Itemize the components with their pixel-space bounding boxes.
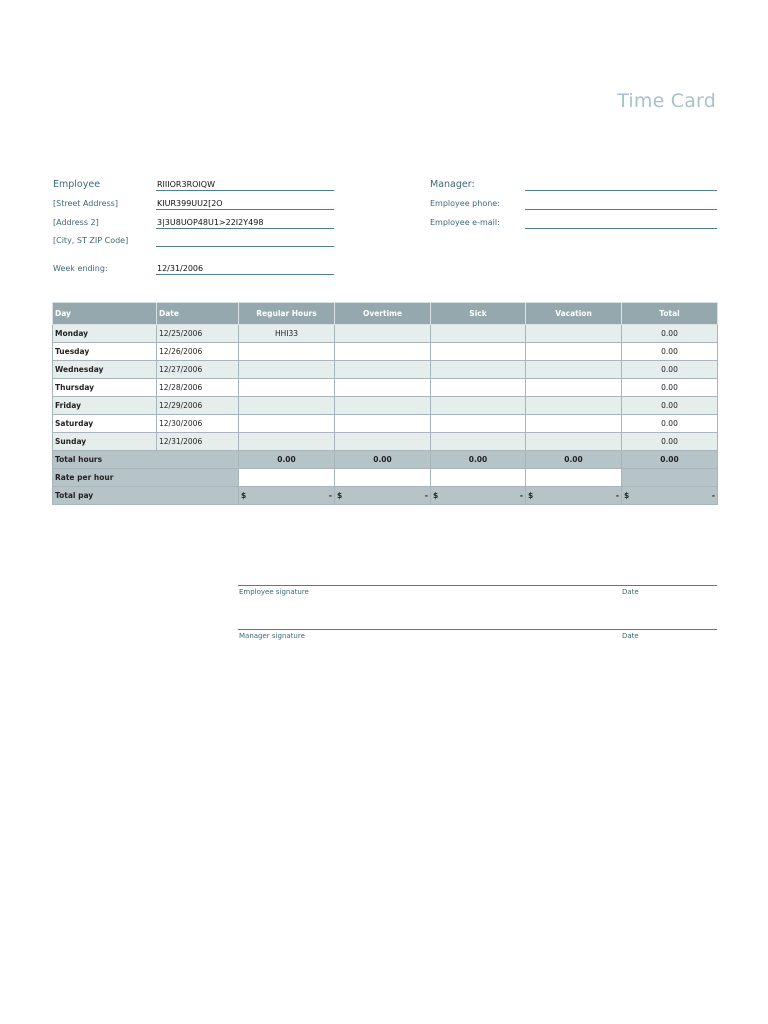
- table-row: [53, 433, 718, 451]
- page-title: Time Card: [617, 90, 716, 112]
- manager-signature-label: Manager signature: [239, 632, 305, 640]
- pay-total-cell: [622, 487, 718, 505]
- pay-amount: -: [615, 491, 619, 500]
- overtime-cell[interactable]: [335, 415, 431, 433]
- manager-signature-date-label: Date: [622, 632, 639, 640]
- date-cell: 12/29/2006: [157, 397, 239, 415]
- rate-total-cell: [622, 469, 718, 487]
- employee-phone-label: Employee phone:: [430, 199, 500, 208]
- pay-amount: -: [328, 491, 332, 500]
- week-ending-field[interactable]: 12/31/2006: [157, 264, 204, 273]
- date-cell: 12/26/2006: [157, 343, 239, 361]
- total-vacation: 0.00: [526, 451, 622, 469]
- overtime-cell[interactable]: [335, 325, 431, 343]
- overtime-cell[interactable]: [335, 343, 431, 361]
- street-address-field[interactable]: KIUR399UU2[2O: [157, 199, 223, 208]
- sick-cell[interactable]: [431, 379, 526, 397]
- currency-symbol: $: [528, 491, 534, 500]
- total-regular-hours: 0.00: [239, 451, 335, 469]
- vacation-cell[interactable]: [526, 343, 622, 361]
- date-cell: 12/25/2006: [157, 325, 239, 343]
- overtime-cell[interactable]: [335, 433, 431, 451]
- day-cell: Sunday: [53, 433, 157, 451]
- regular-hours-cell[interactable]: [239, 343, 335, 361]
- currency-symbol: $: [241, 491, 247, 500]
- address2-underline: [156, 228, 334, 229]
- total-hours-row: [53, 451, 718, 469]
- sick-cell[interactable]: [431, 415, 526, 433]
- vacation-cell[interactable]: [526, 325, 622, 343]
- table-row: [53, 361, 718, 379]
- day-cell: Thursday: [53, 379, 157, 397]
- rate-vacation-input[interactable]: [526, 469, 622, 487]
- total-hours-total: 0.00: [622, 451, 718, 469]
- header-regular-hours: Regular Hours: [239, 303, 335, 325]
- header-sick: Sick: [431, 303, 526, 325]
- manager-signature-line[interactable]: [238, 629, 717, 630]
- regular-hours-cell[interactable]: [239, 379, 335, 397]
- pay-overtime-cell: [335, 487, 431, 505]
- vacation-cell[interactable]: [526, 397, 622, 415]
- total-cell: 0.00: [622, 361, 718, 379]
- table-row: [53, 415, 718, 433]
- pay-amount: -: [711, 491, 715, 500]
- total-sick: 0.00: [431, 451, 526, 469]
- table-row: [53, 397, 718, 415]
- total-pay-row: [53, 487, 718, 505]
- rate-per-hour-label: Rate per hour: [53, 469, 239, 487]
- table-header-row: [53, 303, 718, 325]
- sick-cell[interactable]: [431, 361, 526, 379]
- regular-hours-cell[interactable]: HHI33: [239, 325, 335, 343]
- manager-underline: [525, 190, 717, 191]
- total-hours-label: Total hours: [53, 451, 239, 469]
- phone-underline: [525, 209, 717, 210]
- date-cell: 12/27/2006: [157, 361, 239, 379]
- sick-cell[interactable]: [431, 433, 526, 451]
- total-cell: 0.00: [622, 415, 718, 433]
- header-total: Total: [622, 303, 718, 325]
- manager-label: Manager:: [430, 179, 475, 190]
- total-cell: 0.00: [622, 343, 718, 361]
- street-underline: [156, 209, 334, 210]
- pay-regular-cell: [239, 487, 335, 505]
- total-cell: 0.00: [622, 397, 718, 415]
- regular-hours-cell[interactable]: [239, 415, 335, 433]
- header-date: Date: [157, 303, 239, 325]
- address2-field[interactable]: 3|3U8UOP48U1>22I2Y498: [157, 218, 264, 227]
- employee-signature-label: Employee signature: [239, 588, 309, 596]
- pay-sick-cell: [431, 487, 526, 505]
- vacation-cell[interactable]: [526, 379, 622, 397]
- overtime-cell[interactable]: [335, 361, 431, 379]
- currency-symbol: $: [337, 491, 343, 500]
- header-overtime: Overtime: [335, 303, 431, 325]
- overtime-cell[interactable]: [335, 379, 431, 397]
- employee-email-label: Employee e-mail:: [430, 218, 500, 227]
- employee-label: Employee: [53, 179, 101, 190]
- sick-cell[interactable]: [431, 397, 526, 415]
- rate-per-hour-row: [53, 469, 718, 487]
- day-cell: Tuesday: [53, 343, 157, 361]
- table-row: [53, 325, 718, 343]
- pay-amount: -: [519, 491, 523, 500]
- city-underline: [156, 246, 334, 247]
- total-overtime: 0.00: [335, 451, 431, 469]
- date-cell: 12/31/2006: [157, 433, 239, 451]
- overtime-cell[interactable]: [335, 397, 431, 415]
- total-cell: 0.00: [622, 325, 718, 343]
- rate-overtime-input[interactable]: [335, 469, 431, 487]
- currency-symbol: $: [624, 491, 630, 500]
- sick-cell[interactable]: [431, 343, 526, 361]
- regular-hours-cell[interactable]: [239, 397, 335, 415]
- regular-hours-cell[interactable]: [239, 361, 335, 379]
- rate-sick-input[interactable]: [431, 469, 526, 487]
- rate-regular-input[interactable]: [239, 469, 335, 487]
- pay-amount: -: [424, 491, 428, 500]
- date-cell: 12/30/2006: [157, 415, 239, 433]
- table-row: [53, 379, 718, 397]
- vacation-cell[interactable]: [526, 361, 622, 379]
- week-ending-underline: [156, 274, 334, 275]
- day-cell: Saturday: [53, 415, 157, 433]
- currency-symbol: $: [433, 491, 439, 500]
- total-pay-label: Total pay: [53, 487, 239, 505]
- email-underline: [525, 228, 717, 229]
- sick-cell[interactable]: [431, 325, 526, 343]
- day-cell: Wednesday: [53, 361, 157, 379]
- city-label: [City, ST ZIP Code]: [53, 236, 129, 245]
- total-cell: 0.00: [622, 433, 718, 451]
- day-cell: Monday: [53, 325, 157, 343]
- date-cell: 12/28/2006: [157, 379, 239, 397]
- header-day: Day: [53, 303, 157, 325]
- vacation-cell[interactable]: [526, 415, 622, 433]
- street-address-label: [Street Address]: [53, 199, 118, 208]
- day-cell: Friday: [53, 397, 157, 415]
- employee-underline: [156, 190, 334, 191]
- employee-name-field[interactable]: RIIIOR3ROIQW: [157, 180, 216, 189]
- employee-signature-line[interactable]: [238, 585, 717, 586]
- address2-label: [Address 2]: [53, 218, 99, 227]
- week-ending-label: Week ending:: [53, 264, 108, 273]
- pay-vacation-cell: [526, 487, 622, 505]
- time-card-table: [52, 302, 718, 505]
- regular-hours-cell[interactable]: [239, 433, 335, 451]
- table-row: [53, 343, 718, 361]
- total-cell: 0.00: [622, 379, 718, 397]
- header-vacation: Vacation: [526, 303, 622, 325]
- employee-signature-date-label: Date: [622, 588, 639, 596]
- vacation-cell[interactable]: [526, 433, 622, 451]
